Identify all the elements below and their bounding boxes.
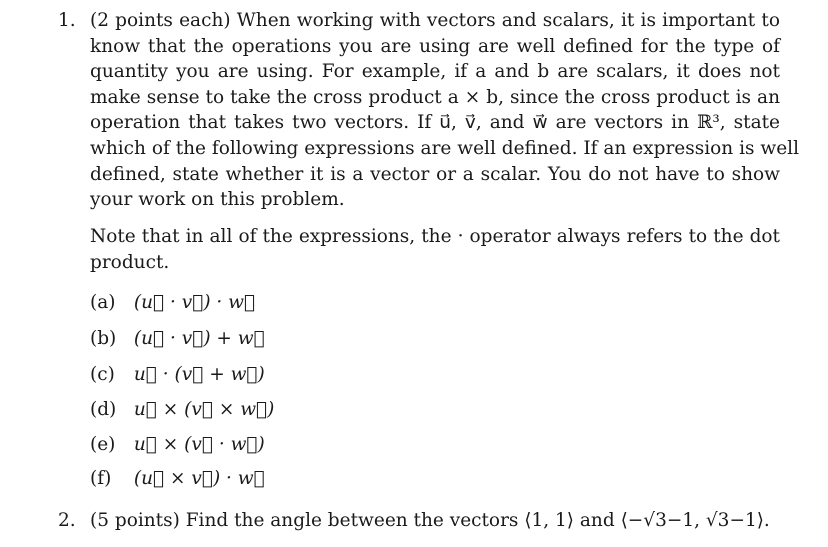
part-label: (e)	[90, 434, 116, 455]
intro-line: your work on this problem.	[90, 189, 345, 211]
part-label: (d)	[90, 399, 117, 420]
intro-line: quantity you are using. For example, if a and b are scalars, it does not	[90, 61, 780, 83]
part-expression: u⃗ × (v⃗ × w⃗)	[133, 399, 275, 420]
problem-1-number: 1.	[58, 10, 76, 31]
intro-line: operation that takes two vectors. If u⃗, v⃗, and w⃗ are vectors in ℝ³, state	[90, 112, 780, 134]
part-label: (c)	[90, 364, 115, 385]
part-expression: (u⃗ · v⃗) + w⃗	[133, 328, 265, 349]
intro-line: which of the following expressions are well defined. If an expression is well	[90, 137, 799, 159]
part-f	[90, 466, 265, 492]
problem-2-number: 2.	[58, 510, 76, 531]
note-line: product.	[90, 251, 170, 273]
part-a	[90, 290, 255, 316]
part-label: (b)	[90, 328, 117, 349]
problem-1-note	[90, 224, 780, 275]
part-expression: u⃗ × (v⃗ · w⃗)	[133, 434, 265, 455]
intro-line: know that the operations you are using are well defined for the type of	[90, 35, 780, 57]
part-c	[90, 362, 265, 388]
part-expression: (u⃗ × v⃗) · w⃗	[133, 468, 265, 489]
part-expression: (u⃗ · v⃗) · w⃗	[133, 292, 256, 313]
problem-2-text: (5 points) Find the angle between the vectors ⟨1, 1⟩ and ⟨−√3−1, √3−1⟩.	[90, 510, 770, 531]
intro-line: (2 points each) When working with vectors and scalars, it is important to	[90, 10, 780, 31]
part-d	[90, 397, 274, 423]
part-expression: u⃗ · (v⃗ + w⃗)	[133, 364, 265, 385]
part-label: (a)	[90, 292, 116, 313]
note-line: Note that in all of the expressions, the · operator always refers to the dot	[90, 226, 780, 247]
problem-1-intro	[90, 8, 799, 213]
intro-line: defined, state whether it is a vector or a scalar. You do not have to show	[90, 163, 780, 185]
part-label: (f)	[90, 468, 112, 489]
intro-line: make sense to take the cross product a × b, since the cross product is an	[90, 86, 780, 108]
part-e	[90, 432, 265, 458]
problem-2	[58, 508, 770, 534]
part-b	[90, 326, 265, 352]
